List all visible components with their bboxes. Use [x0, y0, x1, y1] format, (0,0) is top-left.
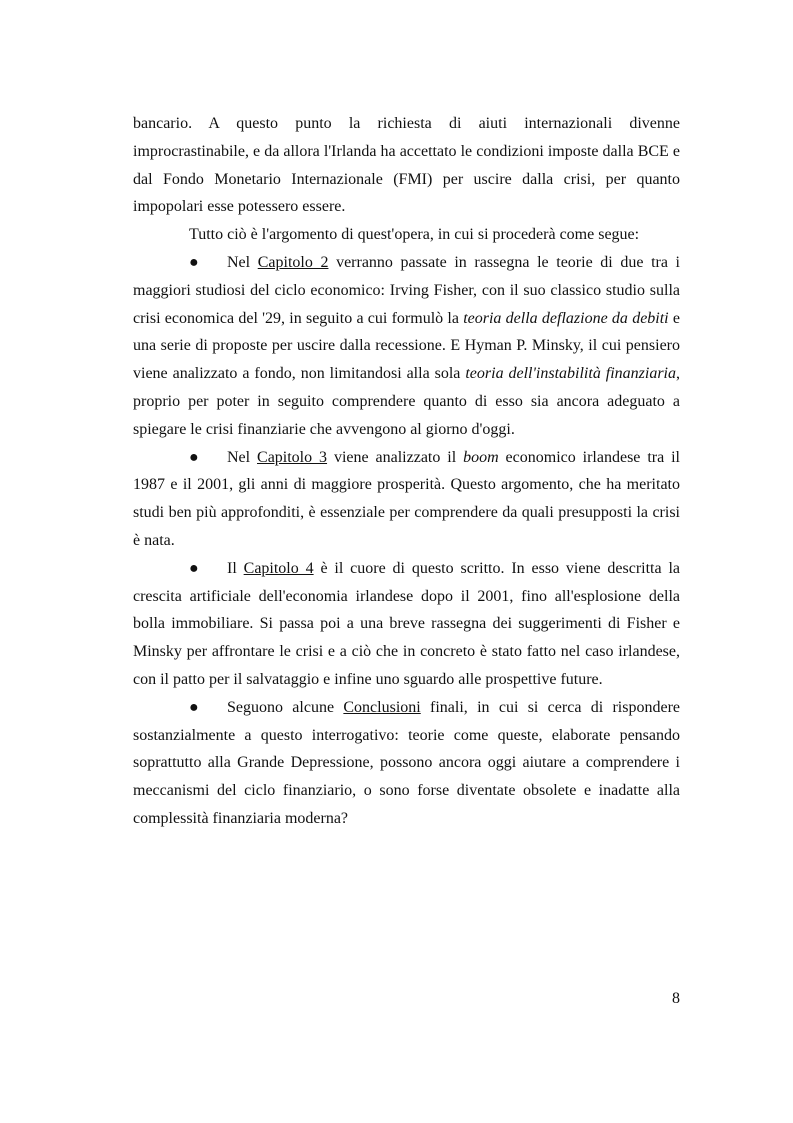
bullet-item-conclusions: ● Seguono alcune Conclusioni finali, in cui si cerca di rispondere sostanzialmente a questo interrogativo: teorie come queste, elaborate pensando soprattutto alla Grande Depressione, possono ancora oggi aiutare a comprendere i meccanismi del ciclo finanziario, o sono forse diventate obsolete e inadatte alla complessità finanziaria moderna?: [133, 694, 680, 833]
bullet-item-chapter-4: ● Il Capitolo 4 è il cuore di questo scritto. In esso viene descritta la crescita artificiale dell'economia irlandese dopo il 2001, fino all'esplosione della bolla immobiliare. Si passa poi a una breve rassegna dei suggerimenti di Fisher e Minsky per affrontare le crisi e a ciò che in concreto è stato fatto nel caso irlandese, con il patto per il salvataggio e infine uno sguardo alle prospettive future.: [133, 555, 680, 694]
bullet-icon: ●: [189, 448, 199, 466]
bullet-icon: ●: [189, 559, 199, 577]
emphasis-debt-deflation: teoria della deflazione da debiti: [463, 309, 669, 327]
emphasis-boom: boom: [463, 448, 499, 466]
bullet-icon: ●: [189, 698, 199, 716]
emphasis-financial-instability: teoria dell'instabilità finanziaria: [465, 365, 676, 383]
bullet-item-chapter-2: ● Nel Capitolo 2 verranno passate in rassegna le teorie di due tra i maggiori studiosi del ciclo economico: Irving Fisher, con il suo classico studio sulla crisi economica del '29, in seguito a cui formulò la teoria della deflazione da debiti e una serie di proposte per uscire dalla recessione. E Hyman P. Minsky, il cui pensiero viene analizzato a fondo, non limitandosi alla sola teoria dell'instabilità finanziaria, proprio per poter in seguito comprendere quanto di esso sia ancora adeguato a spiegare le crisi finanziarie che avvengono al giorno d'oggi.: [133, 249, 680, 444]
page-body: [133, 110, 680, 833]
bullet-item-chapter-3: ● Nel Capitolo 3 viene analizzato il boom economico irlandese tra il 1987 e il 2001, gli anni di maggiore prosperità. Questo argomento, che ha meritato studi ben più approfonditi, è essenziale per comprendere da quali presupposti la crisi è nata.: [133, 444, 680, 555]
paragraph-outline-intro: Tutto ciò è l'argomento di quest'opera, in cui si procederà come segue:: [189, 226, 640, 244]
chapter-4-label: Capitolo 4: [243, 559, 314, 577]
paragraph-intro-continuation: bancario. A questo punto la richiesta di aiuti internazionali divenne improcrastinabile, e da allora l'Irlanda ha accettato le condizioni imposte dalla BCE e dal Fondo Monetario Internazionale (FMI) per uscire dalla crisi, per quanto impopolari esse potessero essere.: [133, 115, 680, 216]
conclusions-label: Conclusioni: [343, 698, 421, 716]
bullet-icon: ●: [189, 253, 199, 271]
chapter-3-label: Capitolo 3: [257, 448, 328, 466]
chapter-2-label: Capitolo 2: [257, 253, 329, 271]
page-number: 8: [672, 990, 680, 1007]
